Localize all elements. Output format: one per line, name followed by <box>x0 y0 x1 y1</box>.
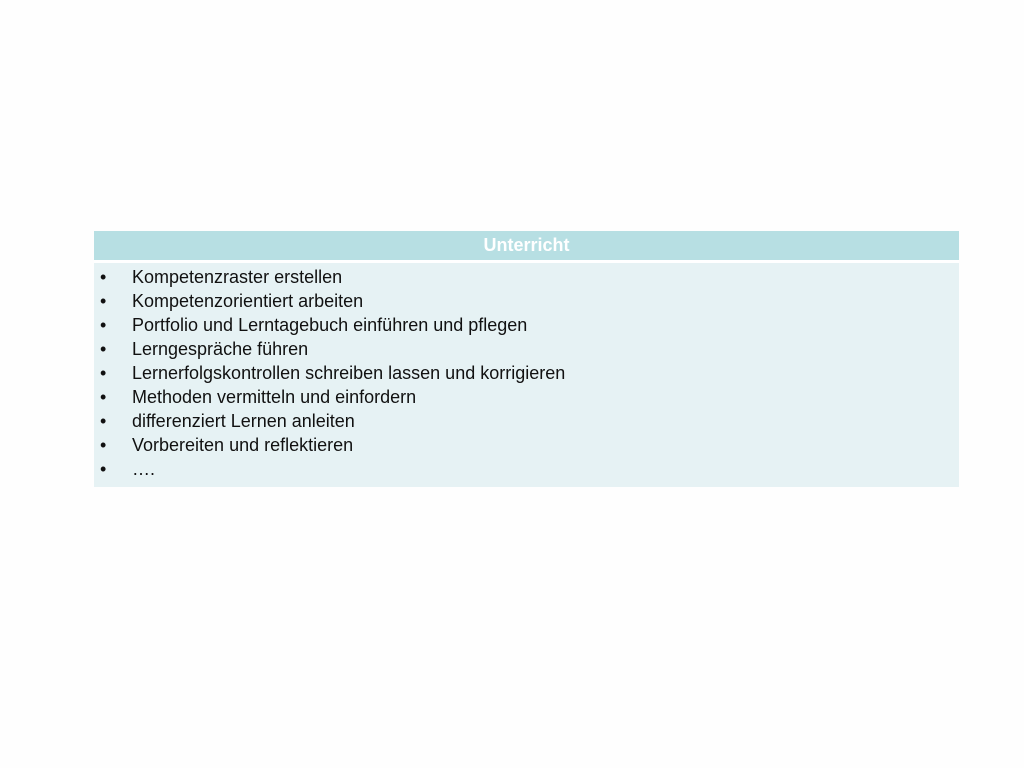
bullet-icon: • <box>100 291 107 311</box>
list-item-text: Portfolio und Lerntagebuch einführen und pflegen <box>132 315 528 335</box>
list-item-text: Kompetenzorientiert arbeiten <box>132 291 364 311</box>
list-item-text: Lerngespräche führen <box>132 339 309 359</box>
content-table <box>94 231 959 487</box>
list-item <box>94 385 959 409</box>
bullet-list <box>94 263 959 487</box>
bullet-icon: • <box>100 339 107 359</box>
bullet-icon: • <box>100 387 107 407</box>
list-item-text: Lernerfolgskontrollen schreiben lassen und korrigieren <box>132 363 566 383</box>
bullet-icon: • <box>100 435 107 455</box>
table-header <box>94 231 959 260</box>
bullet-icon: • <box>100 315 107 335</box>
list-item <box>94 313 959 337</box>
bullet-icon: • <box>100 363 107 383</box>
list-item-text: Kompetenzraster erstellen <box>132 267 343 287</box>
bullet-icon: • <box>100 411 107 431</box>
list-item-text: …. <box>132 459 156 479</box>
list-item <box>94 265 959 289</box>
list-item <box>94 289 959 313</box>
list-item-text: Vorbereiten und reflektieren <box>132 435 354 455</box>
list-item <box>94 337 959 361</box>
list-item-text: Methoden vermitteln und einfordern <box>132 387 417 407</box>
list-item <box>94 457 959 481</box>
list-item <box>94 361 959 385</box>
list-item <box>94 433 959 457</box>
list-item-text: differenziert Lernen anleiten <box>132 411 355 431</box>
bullet-icon: • <box>100 267 107 287</box>
list-item <box>94 409 959 433</box>
table-header-title: Unterricht <box>483 235 570 255</box>
bullet-icon: • <box>100 459 107 479</box>
